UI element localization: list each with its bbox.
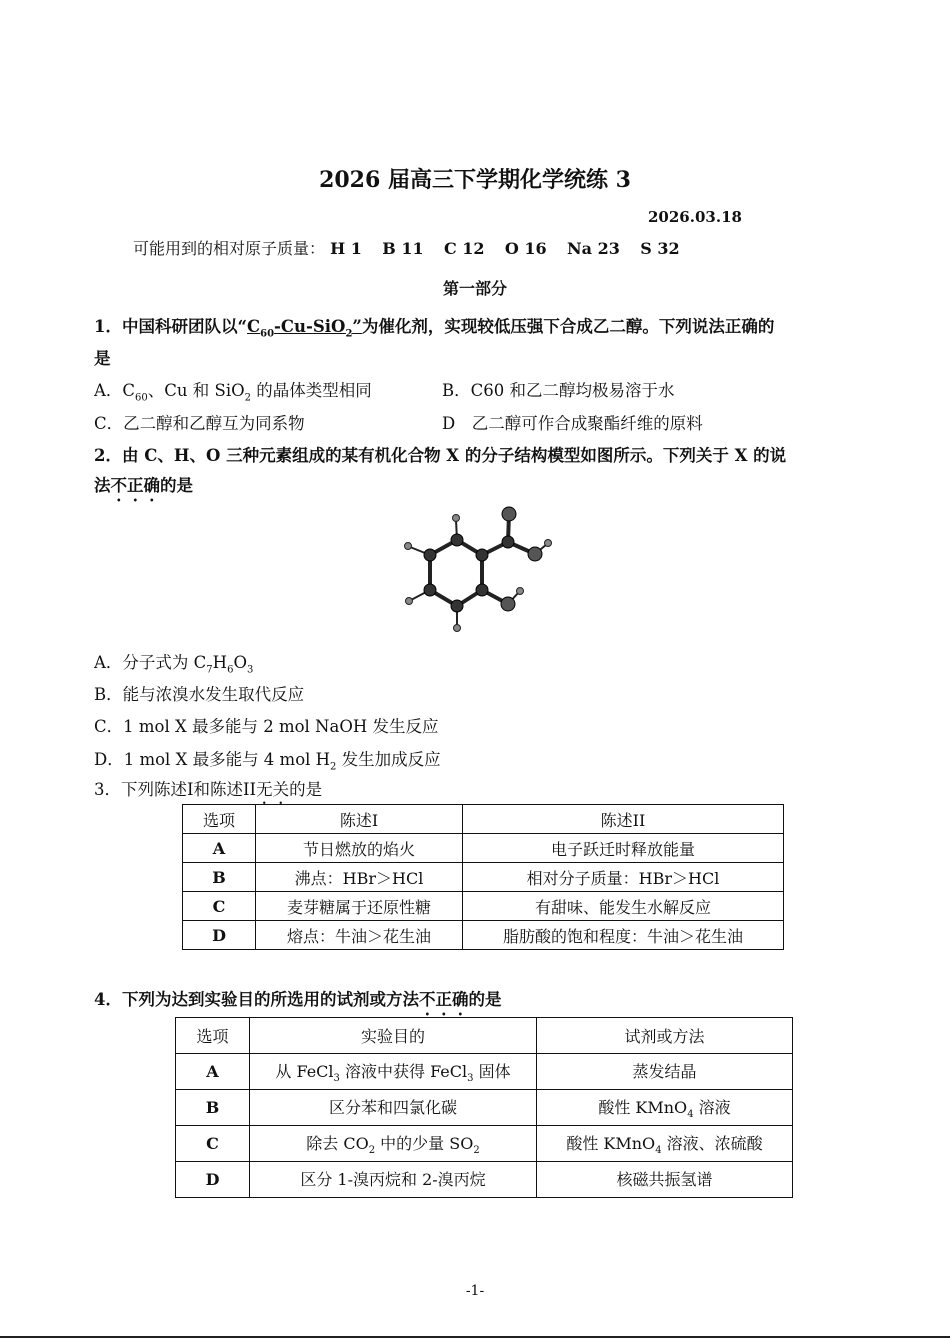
molecule-model-figure	[395, 500, 565, 640]
table-cell: 酸性 KMnO$_4$ 溶液	[537, 1090, 793, 1126]
mass-h: H 1	[330, 239, 362, 258]
table-cell: 酸性 KMnO$_4$ 溶液、浓硫酸	[537, 1126, 793, 1162]
table-cell: 区分 1-溴丙烷和 2-溴丙烷	[250, 1162, 537, 1198]
table-header-cell: 实验目的	[250, 1018, 537, 1054]
table-cell: B	[176, 1090, 250, 1126]
table-row	[176, 1054, 793, 1090]
table-header-cell: 试剂或方法	[537, 1018, 793, 1054]
q4-table	[175, 1017, 793, 1198]
table-header-row	[183, 805, 784, 834]
q2-option-d: D．1 mol X 最多能与 4 mol $H_2$ 发生加成反应	[94, 750, 441, 773]
table-cell: 蒸发结晶	[537, 1054, 793, 1090]
table-cell: C	[176, 1126, 250, 1162]
table-row	[176, 1090, 793, 1126]
q1-option-c: C．乙二醇和乙醇互为同系物	[94, 414, 305, 433]
mass-c: C 12	[443, 239, 485, 258]
table-cell: 区分苯和四氯化碳	[250, 1090, 537, 1126]
atomic-masses	[133, 236, 680, 259]
table-cell: A	[176, 1054, 250, 1090]
section-heading: 第一部分	[442, 279, 507, 298]
question-3-stem: 3．下列陈述I和陈述II无关的是	[94, 780, 323, 799]
table-row	[176, 1126, 793, 1162]
q2-option-a: A．分子式为 $C_7H_6O_3$	[94, 653, 254, 676]
q1-catalyst: $C_{60}-Cu-SiO_2$”	[246, 317, 362, 340]
bottom-rule	[0, 1336, 950, 1338]
table-cell: D	[176, 1162, 250, 1198]
table-cell: 核磁共振氢谱	[537, 1162, 793, 1198]
q2-emphasis: 不正确	[110, 476, 160, 495]
q4-emphasis: 不正确	[418, 990, 469, 1009]
table-cell: 相对分子质量：HBr＞HCl	[463, 863, 784, 892]
table-cell: C	[183, 892, 256, 921]
table-row	[183, 921, 784, 950]
question-1-stem	[94, 313, 774, 339]
table-header-cell: 陈述I	[256, 805, 463, 834]
q2-option-b: B．能与浓溴水发生取代反应	[94, 685, 305, 704]
table-row	[183, 863, 784, 892]
table-row	[183, 834, 784, 863]
table-cell: 电子跃迁时释放能量	[463, 834, 784, 863]
table-cell: 节日燃放的焰火	[256, 834, 463, 863]
exam-date: 2026.03.18	[648, 208, 742, 226]
q1-pre: 1．中国科研团队以“	[94, 317, 247, 336]
q1-option-a: A．$C_{60}$、Cu 和 SiO$_2$ 的晶体类型相同	[94, 381, 372, 404]
table-row	[183, 892, 784, 921]
table-cell: 除去 $CO_2$ 中的少量 $SO_2$	[250, 1126, 537, 1162]
q2-option-c: C．1 mol X 最多能与 2 mol NaOH 发生反应	[94, 717, 439, 736]
table-header-cell: 选项	[176, 1018, 250, 1054]
mass-s: S 32	[640, 239, 680, 258]
q1-post: 为催化剂，实现较低压强下合成乙二醇。下列说法正确的	[361, 317, 775, 336]
mass-o: O 16	[504, 239, 547, 258]
q3-table	[182, 804, 784, 950]
q1-option-d: D 乙二醇可作合成聚酯纤维的原料	[442, 414, 703, 433]
mass-na: Na 23	[567, 239, 620, 258]
table-cell: 从 FeCl$_3$ 溶液中获得 FeCl$_3$ 固体	[250, 1054, 537, 1090]
question-2-stem: 2．由 C、H、O 三种元素组成的某有机化合物 X 的分子结构模型如图所示。下列关于 X 的说	[94, 446, 787, 465]
table-header-row	[176, 1018, 793, 1054]
table-cell: 麦芽糖属于还原性糖	[256, 892, 463, 921]
question-4-stem: 4．下列为达到实验目的所选用的试剂或方法不正确的是	[94, 990, 502, 1009]
table-cell: D	[183, 921, 256, 950]
table-cell: B	[183, 863, 256, 892]
table-row	[176, 1162, 793, 1198]
q3-emphasis: 无关	[256, 780, 290, 799]
question-1-stem-line2: 是	[94, 349, 111, 368]
table-header-cell: 陈述II	[463, 805, 784, 834]
table-header-cell: 选项	[183, 805, 256, 834]
table-cell: 沸点：HBr＞HCl	[256, 863, 463, 892]
page-number: -1-	[465, 1283, 485, 1299]
q1-option-b: B．C60 和乙二醇均极易溶于水	[442, 381, 675, 400]
table-cell: A	[183, 834, 256, 863]
table-cell: 脂肪酸的饱和程度：牛油＞花生油	[463, 921, 784, 950]
question-2-stem-line2: 法不正确的是	[94, 476, 193, 495]
table-cell: 熔点：牛油＞花生油	[256, 921, 463, 950]
page-title: 2026 届高三下学期化学统练 3	[319, 167, 631, 193]
mass-b: B 11	[382, 239, 424, 258]
table-cell: 有甜味、能发生水解反应	[463, 892, 784, 921]
atomic-masses-label: 可能用到的相对原子质量：	[133, 239, 326, 258]
